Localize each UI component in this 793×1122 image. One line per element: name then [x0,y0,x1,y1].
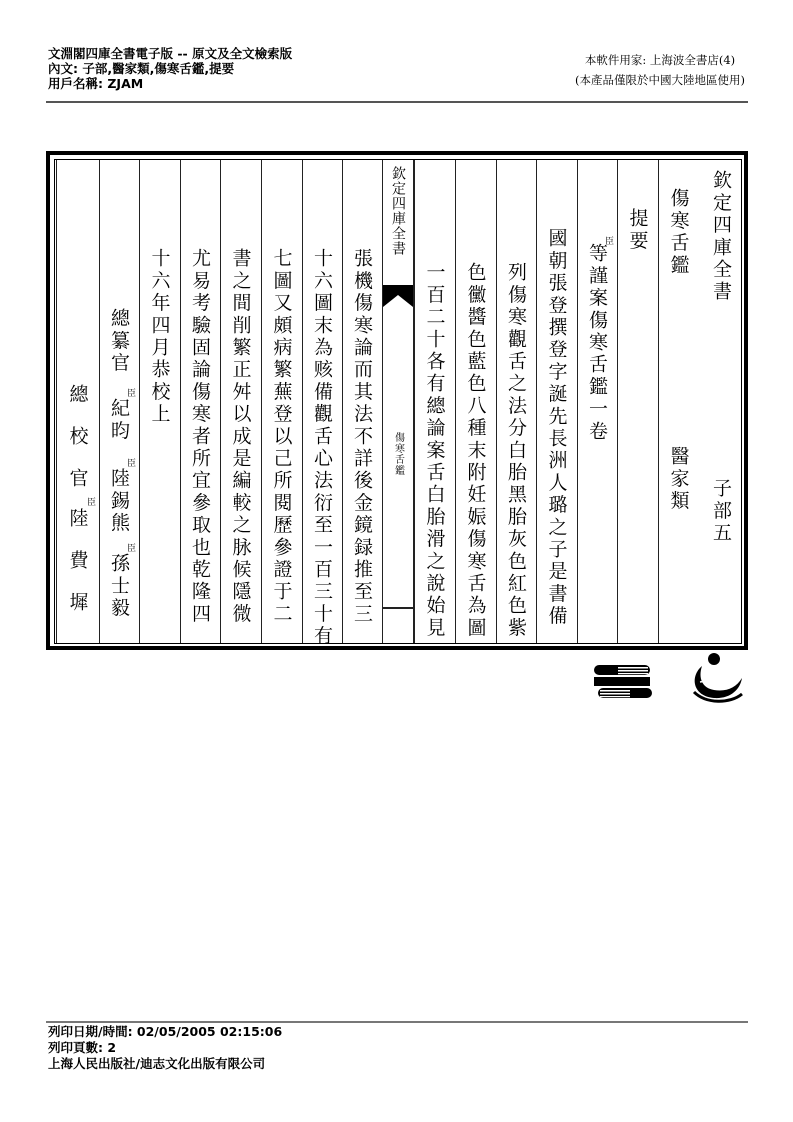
fishtail-mark-icon [383,285,413,307]
text-column [302,160,342,648]
header-divider [46,101,748,103]
column-text: 色黴醬色藍色八種末附妊娠傷寒舌為圖 [464,262,487,640]
footer-publisher: 上海人民出版社/迪志文化出版有限公司 [48,1056,266,1071]
chen-mark: 臣 [126,459,136,469]
text-column [56,160,99,643]
text-column [261,160,302,643]
column-text: 七圖又頗病繁蕪登以己所閱歷參證于二 [270,248,293,626]
text-column [99,160,139,643]
header-region-notice: (本產品僅限於中國大陸地區使用) [575,73,745,87]
column-text: 欽定四庫全書 [710,170,732,304]
page-frame [46,151,748,650]
header-content-path: 內文: 子部,醫家類,傷寒舌鑑,提要 [48,61,235,76]
chen-mark: 臣 [604,237,614,247]
text-column [658,160,699,643]
column-text: 傷寒舌鑑 [667,188,690,277]
chen-mark: 臣 [126,389,136,399]
column-text: 張機傷寒論而其法不詳後金鏡録推至三 [351,248,373,626]
official-name: 孫士毅 [108,553,130,620]
column-text: 十六年四月恭校上 [148,248,171,426]
official-name: 陸費墀 [66,508,89,634]
header-licensee: 本軟件用家: 上海波全書店(4) [584,53,736,67]
footer-print-datetime: 列印日期/時間: 02/05/2005 02:15:06 [48,1024,283,1039]
text-column [617,160,658,643]
banxin-divider [383,607,413,609]
footer-divider [46,1021,748,1023]
books-stack-logo-icon [594,662,652,700]
column-text: 總校官 [66,384,89,510]
text-column [342,160,382,643]
column-text: 一百二十各有總論案舌白胎滑之說始見 [423,262,446,640]
header-username: 用戶名稱: ZJAM [48,76,144,91]
text-column [496,160,536,643]
column-subtext: 子部五 [710,478,732,545]
column-text: 總纂官 [108,308,130,375]
text-column [536,160,577,643]
footer [48,1024,282,1072]
center-banxin-column [382,160,414,643]
banxin-book-name: 傷寒舌鑑 [392,432,404,476]
footer-page-count: 列印頁數: 2 [48,1040,117,1055]
text-column [577,160,617,643]
text-column [139,160,180,643]
official-name: 陸錫熊 [108,468,130,535]
column-text: 列傷寒觀舌之法分白胎黑胎灰色紅色紫 [505,262,527,640]
column-subtext: 醫家類 [667,446,690,513]
text-column [414,160,455,643]
text-column [220,160,261,643]
column-text: 等謹案傷寒舌鑑一卷 [586,243,608,443]
text-column [455,160,496,643]
banxin-title: 欽定四庫全書 [390,166,406,256]
page-inner-frame [54,159,742,648]
official-name: 紀昀 [108,398,130,443]
text-column [699,160,744,643]
column-text: 十六圖末為赅備觀舌心法衍至一百三十有 [311,248,333,648]
header-right [575,50,745,90]
chen-mark: 臣 [86,498,96,508]
swirl-dragon-logo-icon [686,652,744,704]
chen-mark: 臣 [126,544,136,554]
header-left [48,46,292,91]
column-text: 書之間削繁正舛以成是編較之脉候隱微 [229,248,252,626]
column-text: 國朝張登撰登字誕先長洲人璐之子是書備 [545,228,568,628]
column-text: 尤易考驗固論傷寒者所宜參取也乾隆四 [189,248,211,626]
header-product-title: 文淵閣四庫全書電子版 -- 原文及全文檢索版 [48,46,293,61]
column-text: 提要 [626,208,649,253]
text-column [180,160,220,643]
